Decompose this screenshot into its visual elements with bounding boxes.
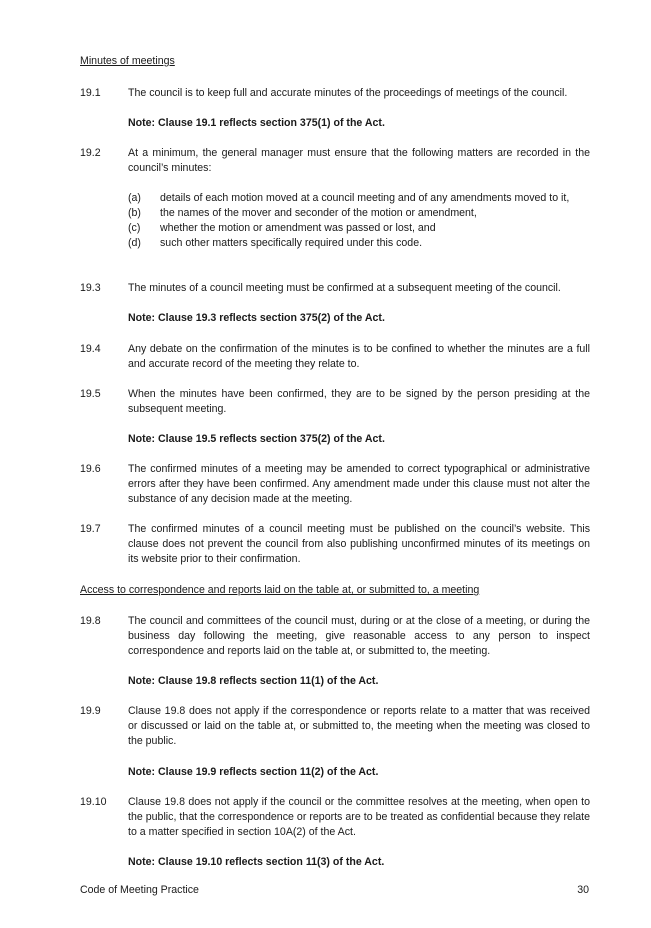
clause-text: When the minutes have been confirmed, they are to be signed by the person presiding at the subsequent meeting. <box>128 388 590 415</box>
clause-number: 19.8 <box>80 615 101 627</box>
clause-19-1 <box>80 86 590 101</box>
note-19-5: Note: Clause 19.5 reflects section 375(2) of the Act. <box>128 433 385 445</box>
clause-text: The council is to keep full and accurate minutes of the proceedings of meetings of the council. <box>128 87 568 99</box>
list-item-label: (a) <box>128 192 141 204</box>
section-heading-access: Access to correspondence and reports laid on the table at, or submitted to, a meeting <box>80 584 480 596</box>
note-19-8: Note: Clause 19.8 reflects section 11(1) of the Act. <box>128 675 379 687</box>
clause-19-2-list <box>128 191 590 251</box>
note-19-1: Note: Clause 19.1 reflects section 375(1) of the Act. <box>128 117 385 129</box>
clause-text: The confirmed minutes of a meeting may be amended to correct typographical or administrative errors after they have been confirmed. Any amendment made under this clause must not alter the substance of any decision made at the meeting. <box>128 463 590 505</box>
clause-19-8 <box>80 614 590 659</box>
note-19-10: Note: Clause 19.10 reflects section 11(3) of the Act. <box>128 856 385 868</box>
list-item-text: whether the motion or amendment was passed or lost, and <box>160 222 436 234</box>
list-item-label: (b) <box>128 207 141 219</box>
clause-text: The council and committees of the council must, during or at the close of a meeting, or during the business day following the meeting, give reasonable access to any person to inspect correspondence and reports laid on the table at, or submitted to, the meeting. <box>128 615 590 657</box>
clause-text: The confirmed minutes of a council meeting must be published on the council’s website. This clause does not prevent the council from also publishing unconfirmed minutes of its meetings on its website prior to their confirmation. <box>128 523 590 565</box>
clause-19-10 <box>80 795 590 840</box>
list-item-text: the names of the mover and seconder of the motion or amendment, <box>160 207 477 219</box>
section-heading-minutes: Minutes of meetings <box>80 55 175 67</box>
clause-19-9 <box>80 704 590 749</box>
note-19-3: Note: Clause 19.3 reflects section 375(2) of the Act. <box>128 312 385 324</box>
clause-number: 19.6 <box>80 463 101 475</box>
clause-number: 19.1 <box>80 87 101 99</box>
clause-text: Any debate on the confirmation of the minutes is to be confined to whether the minutes are a full and accurate record of the meeting they relate to. <box>128 343 590 370</box>
clause-number: 19.9 <box>80 705 101 717</box>
clause-19-6 <box>80 462 590 507</box>
clause-text: At a minimum, the general manager must ensure that the following matters are recorded in the council’s minutes: <box>128 147 590 174</box>
clause-number: 19.10 <box>80 796 107 808</box>
clause-19-4 <box>80 342 590 372</box>
clause-text: The minutes of a council meeting must be confirmed at a subsequent meeting of the council. <box>128 282 561 294</box>
footer-page-number: 30 <box>577 884 589 896</box>
clause-text: Clause 19.8 does not apply if the council or the committee resolves at the meeting, when open to the public, that the correspondence or reports are to be treated as confidential because they relate to a matter specified in section 10A(2) of the Act. <box>128 796 590 838</box>
clause-19-5 <box>80 387 590 417</box>
list-item-text: such other matters specifically required under this code. <box>160 237 423 249</box>
clause-number: 19.3 <box>80 282 101 294</box>
footer-document-title: Code of Meeting Practice <box>80 884 199 896</box>
clause-number: 19.2 <box>80 147 101 159</box>
clause-text: Clause 19.8 does not apply if the correspondence or reports relate to a matter that was received or discussed or laid on the table at, or submitted to, the meeting when the meeting was closed to the public. <box>128 705 590 747</box>
clause-number: 19.5 <box>80 388 101 400</box>
list-item <box>128 191 590 206</box>
clause-19-3 <box>80 281 590 296</box>
list-item-label: (d) <box>128 237 141 249</box>
clause-19-7 <box>80 522 590 567</box>
list-item-text: details of each motion moved at a council meeting and of any amendments moved to it, <box>160 192 570 204</box>
clause-19-2 <box>80 146 590 176</box>
note-19-9: Note: Clause 19.9 reflects section 11(2) of the Act. <box>128 766 379 778</box>
list-item <box>128 206 590 221</box>
clause-number: 19.4 <box>80 343 101 355</box>
list-item <box>128 236 590 251</box>
list-item-label: (c) <box>128 222 141 234</box>
list-item <box>128 221 590 236</box>
clause-number: 19.7 <box>80 523 101 535</box>
